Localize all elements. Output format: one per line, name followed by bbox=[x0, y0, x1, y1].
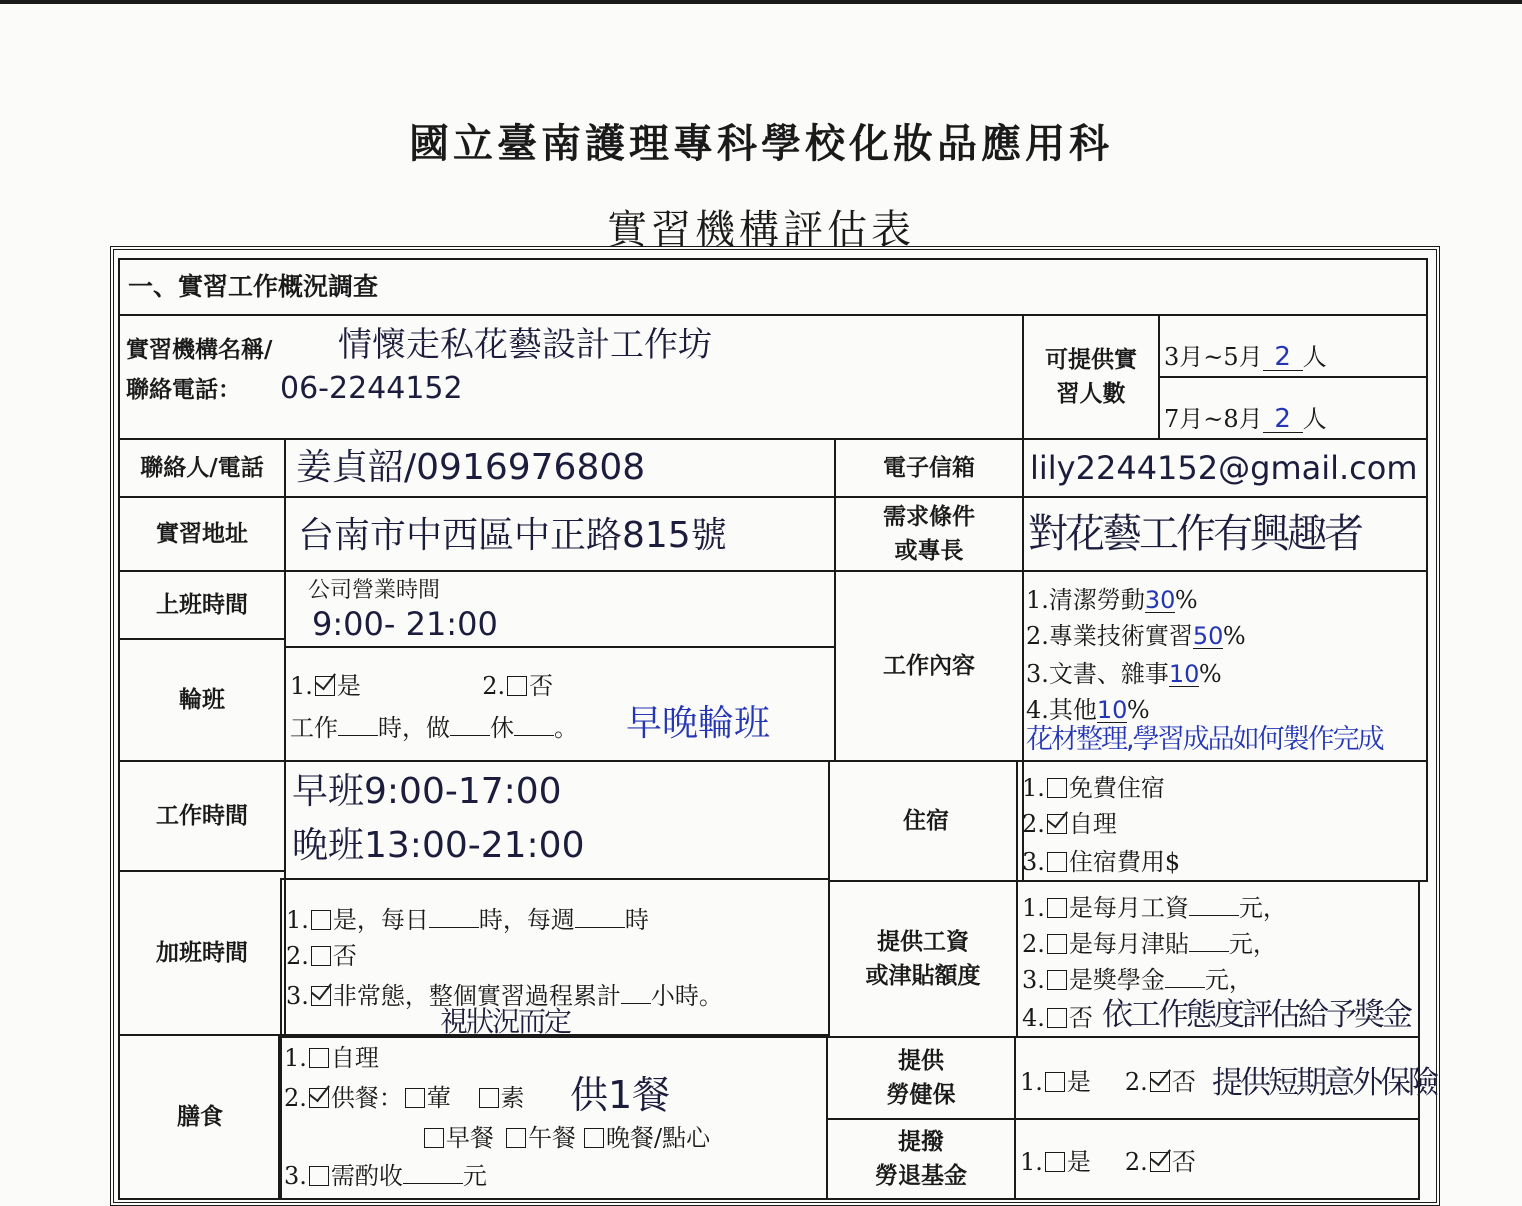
work-hours-label: 工作時間 bbox=[156, 801, 248, 829]
office-hours-label: 上班時間 bbox=[156, 590, 248, 618]
meals-self-checkbox[interactable] bbox=[309, 1048, 329, 1068]
email-value-cell bbox=[1022, 438, 1428, 498]
lodging-fee-checkbox[interactable] bbox=[1047, 852, 1067, 872]
shift-value-cell bbox=[284, 646, 836, 762]
pension-options: 1. 是 2. 否 bbox=[1020, 1148, 1196, 1176]
overtime-label-cell bbox=[118, 870, 286, 1036]
pension-no-checkbox[interactable] bbox=[1150, 1152, 1170, 1172]
dinner-checkbox[interactable] bbox=[584, 1128, 604, 1148]
office-hours-label-cell bbox=[118, 570, 286, 640]
overtime-note[interactable]: 視狀況而定 bbox=[440, 1005, 571, 1038]
wage-no-checkbox[interactable] bbox=[1047, 1008, 1067, 1028]
job-content-note[interactable]: 花材整理,學習成品如何製作完成 bbox=[1026, 724, 1383, 755]
wage-note[interactable]: 依工作態度評估給予獎金 bbox=[1102, 997, 1410, 1033]
wage-monthly-checkbox[interactable] bbox=[1047, 898, 1067, 918]
capacity-row1-cell bbox=[1158, 314, 1428, 378]
lodging-free-checkbox[interactable] bbox=[1047, 778, 1067, 798]
pension-value-cell bbox=[1014, 1118, 1420, 1200]
section-header-cell bbox=[118, 258, 1428, 316]
meals-line4: 3. 需酌收 元 bbox=[284, 1162, 487, 1190]
capacity-row1-value[interactable]: 2 bbox=[1263, 344, 1303, 371]
overtime-no-checkbox[interactable] bbox=[311, 946, 331, 966]
wage-scholarship-checkbox[interactable] bbox=[1047, 970, 1067, 990]
email-label-cell bbox=[834, 438, 1024, 498]
overtime-label: 加班時間 bbox=[156, 938, 248, 966]
lodging-value-cell bbox=[1016, 760, 1428, 882]
job-content-value-cell bbox=[1022, 570, 1428, 762]
school-title: 國立臺南護理專科學校化妝品應用科 bbox=[409, 120, 1113, 167]
address-value-cell bbox=[284, 496, 836, 572]
email-label: 電子信箱 bbox=[883, 453, 975, 481]
lodging-label-cell bbox=[828, 760, 1024, 882]
work-hours-label-cell bbox=[118, 760, 286, 872]
overtime-line2: 2. 否 bbox=[286, 942, 357, 970]
meals-label-cell bbox=[118, 1034, 282, 1200]
wage-label-line2: 或津貼額度 bbox=[865, 962, 981, 989]
insurance-options: 1. 是 2. 否 bbox=[1020, 1068, 1196, 1096]
wage-allowance-checkbox[interactable] bbox=[1047, 934, 1067, 954]
capacity-label-line2: 習人數 bbox=[1056, 380, 1126, 407]
shift-options: 1. 是 2. 否 bbox=[290, 672, 554, 700]
capacity-row2-period: 7月~8月 bbox=[1164, 405, 1263, 433]
job-content-label: 工作內容 bbox=[883, 651, 975, 679]
job-content-item-3: 3.文書、雜事10% bbox=[1026, 660, 1222, 688]
wage-label-cell bbox=[828, 880, 1018, 1038]
insurance-yes-checkbox[interactable] bbox=[1045, 1072, 1065, 1092]
wage-value-cell bbox=[1016, 880, 1420, 1038]
meals-provided-checkbox[interactable] bbox=[309, 1088, 329, 1108]
form-title: 實習機構評估表 bbox=[607, 207, 915, 253]
org-name-value[interactable]: 情懷走私花藝設計工作坊 bbox=[338, 325, 712, 365]
capacity-unit: 人 bbox=[1302, 343, 1327, 371]
lunch-checkbox[interactable] bbox=[506, 1128, 526, 1148]
work-hours-value-cell bbox=[284, 760, 830, 880]
contact-label-cell bbox=[118, 438, 286, 498]
email-value[interactable]: lily2244152@gmail.com bbox=[1030, 449, 1418, 487]
breakfast-checkbox[interactable] bbox=[424, 1128, 444, 1148]
contact-label: 聯絡人/電話 bbox=[140, 453, 264, 481]
requirements-label-line1: 需求條件 bbox=[883, 502, 975, 530]
meals-fee-checkbox[interactable] bbox=[309, 1166, 329, 1186]
job-content-item-2: 2.專業技術實習50% bbox=[1026, 622, 1246, 650]
overtime-irregular-checkbox[interactable] bbox=[311, 986, 331, 1006]
shift-no-checkbox[interactable] bbox=[507, 676, 527, 696]
capacity-row2-cell bbox=[1158, 376, 1428, 440]
insurance-no-checkbox[interactable] bbox=[1150, 1072, 1170, 1092]
meals-line1: 1. 自理 bbox=[284, 1044, 379, 1072]
requirements-label-cell bbox=[834, 496, 1024, 572]
meals-note[interactable]: 供1餐 bbox=[570, 1073, 671, 1117]
lodging-label: 住宿 bbox=[903, 806, 949, 834]
work-hours-line1[interactable]: 早班9:00-17:00 bbox=[292, 771, 562, 812]
scan-top-edge bbox=[0, 0, 1522, 4]
pension-label-cell bbox=[826, 1118, 1016, 1200]
capacity-row2-value[interactable]: 2 bbox=[1263, 406, 1303, 433]
office-hours-value[interactable]: 9:00- 21:00 bbox=[312, 605, 498, 643]
meals-value-cell bbox=[278, 1036, 828, 1200]
overtime-line3: 3. 非常態，整個實習過程累計 小時。 bbox=[286, 982, 723, 1010]
job-content-item-4: 4.其他10% bbox=[1026, 696, 1150, 724]
pension-label-line1: 提撥 bbox=[898, 1127, 944, 1155]
lodging-item-2: 2. 自理 bbox=[1022, 810, 1117, 838]
lodging-item-3: 3. 住宿費用$ bbox=[1022, 848, 1181, 876]
lodging-item-1: 1. 免費住宿 bbox=[1022, 774, 1165, 802]
address-label-cell bbox=[118, 496, 286, 572]
overtime-value-cell bbox=[280, 878, 830, 1036]
wage-item-2: 2. 是每月津貼 元， bbox=[1022, 930, 1277, 958]
shift-note[interactable]: 早晚輪班 bbox=[626, 703, 771, 744]
org-phone-label: 聯絡電話： bbox=[126, 376, 241, 403]
capacity-row1-period: 3月~5月 bbox=[1164, 343, 1263, 371]
meals-line3: 早餐 午餐 晚餐/點心 bbox=[422, 1126, 710, 1150]
section-title: 一、實習工作概況調查 bbox=[128, 272, 379, 301]
address-label: 實習地址 bbox=[156, 519, 248, 547]
insurance-label-cell bbox=[826, 1036, 1016, 1120]
address-value[interactable]: 台南市中西區中正路815號 bbox=[298, 515, 727, 556]
org-cell bbox=[118, 314, 1024, 440]
org-name-label: 實習機構名稱/ bbox=[126, 336, 273, 363]
requirements-value[interactable]: 對花藝工作有興趣者 bbox=[1028, 511, 1361, 557]
insurance-label-line1: 提供 bbox=[898, 1046, 944, 1074]
meals-line2: 2. 供餐： 葷 素 bbox=[284, 1084, 525, 1112]
job-content-item-1: 1.清潔勞動30% bbox=[1026, 586, 1198, 614]
wage-item-3: 3. 是獎學金 元， bbox=[1022, 966, 1253, 994]
capacity-label-cell bbox=[1022, 314, 1160, 440]
meals-meat-checkbox[interactable] bbox=[405, 1088, 425, 1108]
org-phone-value[interactable]: 06-2244152 bbox=[280, 371, 463, 406]
shift-yes-checkbox[interactable] bbox=[315, 676, 335, 696]
meals-veg-checkbox[interactable] bbox=[479, 1088, 499, 1108]
overtime-yes-checkbox[interactable] bbox=[311, 910, 331, 930]
office-hours-value-cell bbox=[284, 570, 836, 648]
wage-item-1: 1. 是每月工資 元， bbox=[1022, 894, 1287, 922]
overtime-line1: 1. 是，每日 時，每週 時 bbox=[286, 906, 649, 934]
pension-label-line2: 勞退基金 bbox=[875, 1162, 967, 1189]
requirements-label-line2: 或專長 bbox=[894, 537, 964, 564]
shift-label: 輪班 bbox=[179, 685, 225, 713]
insurance-value-cell bbox=[1014, 1036, 1436, 1120]
job-content-label-cell bbox=[834, 570, 1024, 762]
shift-label-cell bbox=[118, 638, 286, 762]
work-hours-line2[interactable]: 晚班13:00-21:00 bbox=[292, 825, 585, 866]
wage-label-line1: 提供工資 bbox=[877, 927, 969, 955]
office-hours-printed: 公司營業時間 bbox=[308, 578, 441, 603]
meals-label: 膳食 bbox=[177, 1102, 223, 1130]
shift-detail-line: 工作 時，做 休 。 bbox=[290, 714, 578, 742]
requirements-value-cell bbox=[1022, 496, 1428, 572]
insurance-label-line2: 勞健保 bbox=[886, 1081, 956, 1108]
insurance-note[interactable]: 提供短期意外保險 bbox=[1212, 1065, 1436, 1101]
contact-value-cell bbox=[284, 438, 836, 498]
pension-yes-checkbox[interactable] bbox=[1045, 1152, 1065, 1172]
contact-value[interactable]: 姜貞韶/0916976808 bbox=[296, 447, 646, 488]
capacity-label-line1: 可提供實 bbox=[1045, 345, 1137, 373]
capacity-unit-2: 人 bbox=[1302, 405, 1327, 433]
wage-item-4: 4. 否 bbox=[1022, 1004, 1093, 1032]
lodging-self-checkbox[interactable] bbox=[1047, 814, 1067, 834]
